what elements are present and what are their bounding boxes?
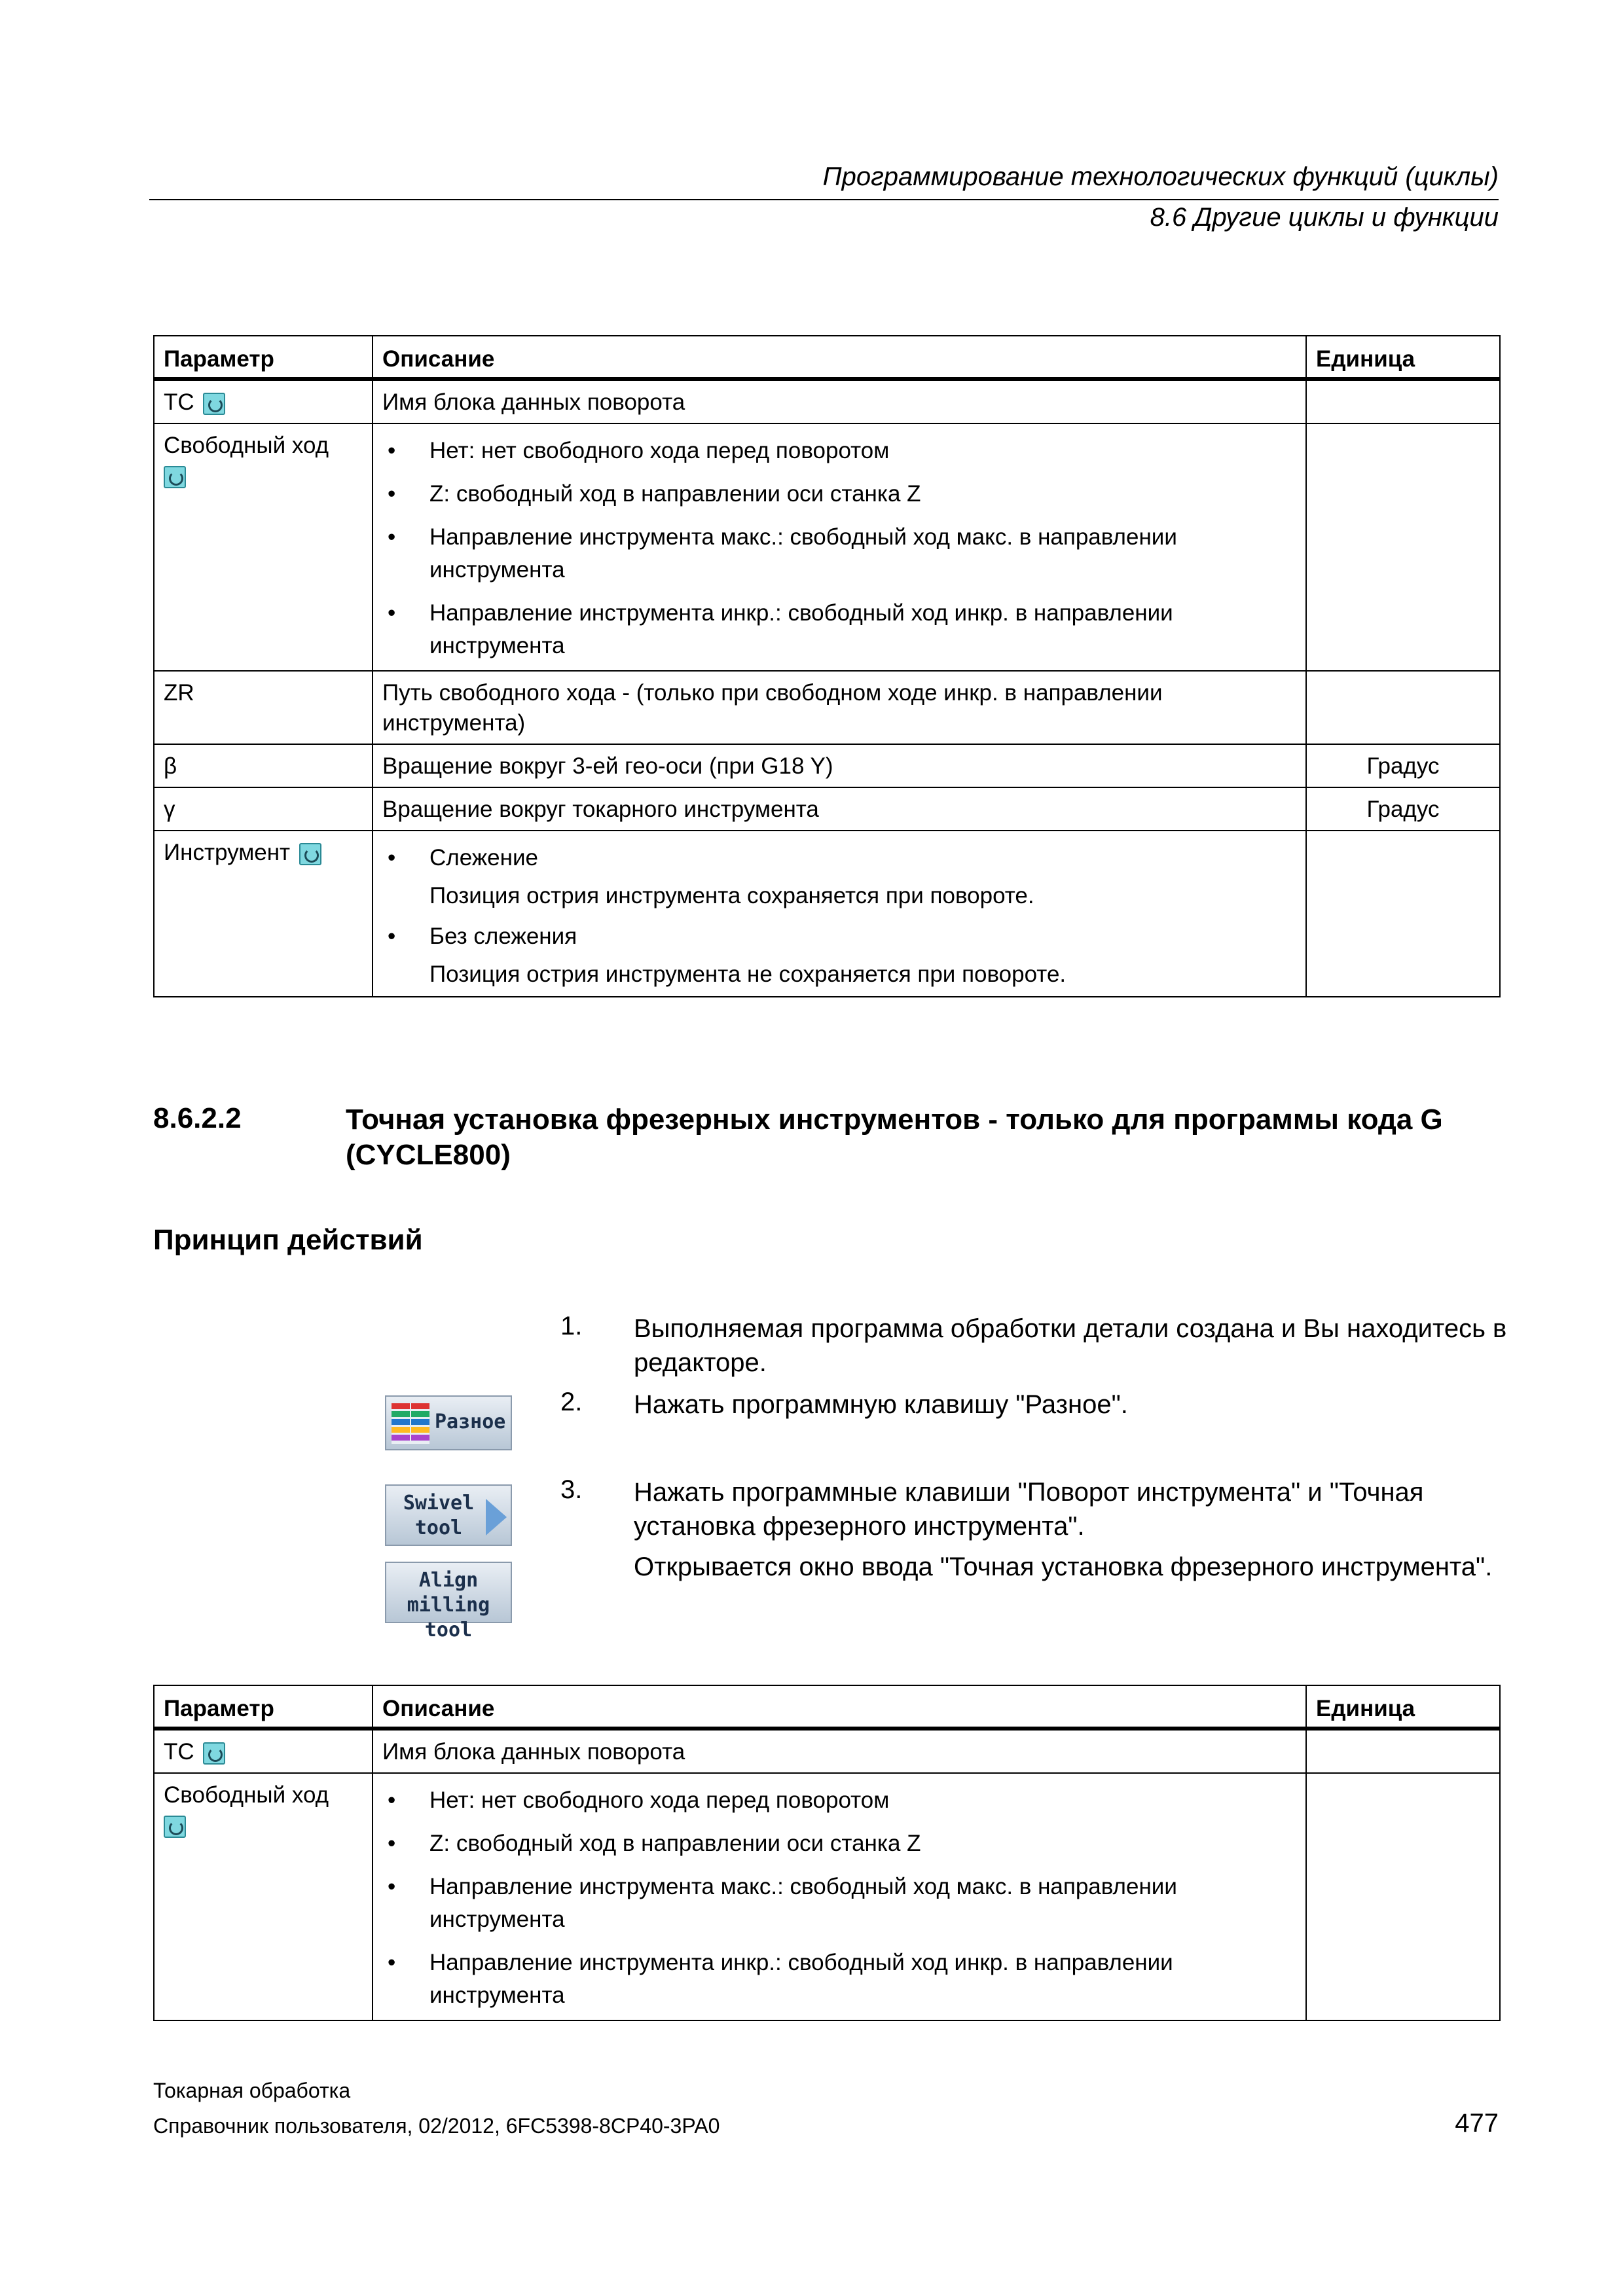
header-rule — [149, 199, 1499, 200]
section-number: 8.6.2.2 — [153, 1102, 242, 1134]
unit-cell — [1306, 379, 1500, 423]
softkey-label: tool — [414, 1516, 463, 1539]
list-item: • Направление инструмента инкр.: свободный ход инкр. в направлении инструмента — [382, 1946, 1296, 2012]
param-name: Свободный ход — [164, 433, 329, 458]
column-header-desc: Описание — [373, 336, 1306, 379]
toggle-select-icon — [164, 1816, 186, 1838]
table-header-row — [154, 336, 1500, 379]
step-number: 1. — [560, 1312, 583, 1340]
step-number: 3. — [560, 1475, 583, 1504]
option-description: Позиция острия инструмента не сохраняется при повороте. — [429, 961, 1067, 987]
table-row — [154, 831, 1500, 997]
param-cell — [154, 423, 373, 671]
unit-cell — [1306, 831, 1500, 997]
softkey-label: Разное — [435, 1410, 506, 1433]
param-name: Свободный ход — [164, 1782, 329, 1808]
table-row — [154, 787, 1500, 831]
param-name: TC — [164, 389, 194, 415]
list-item: • Нет: нет свободного хода перед поворотом — [382, 435, 1296, 467]
table-row — [154, 423, 1500, 671]
softkey-label: milling tool — [407, 1594, 490, 1641]
misc-grid-icon — [392, 1403, 429, 1444]
footer-product: Токарная обработка — [153, 2079, 351, 2102]
align-milling-tool-softkey — [385, 1562, 512, 1641]
swivel-tool-softkey — [385, 1484, 512, 1546]
column-header-param: Параметр — [154, 1685, 373, 1729]
list-item: • Z: свободный ход в направлении оси станка Z — [382, 1827, 1296, 1860]
arrow-right-icon — [486, 1499, 507, 1535]
unit-cell: Градус — [1306, 787, 1500, 831]
param-cell — [154, 1773, 373, 2020]
toggle-select-icon — [203, 393, 225, 415]
column-header-param: Параметр — [154, 336, 373, 379]
unit-cell — [1306, 1729, 1500, 1773]
option-description: Позиция острия инструмента сохраняется при повороте. — [429, 883, 1034, 908]
toggle-select-icon — [299, 843, 321, 865]
list-item: • Нет: нет свободного хода перед поворотом — [382, 1784, 1296, 1817]
unit-cell: Градус — [1306, 744, 1500, 787]
toggle-select-icon — [203, 1742, 225, 1765]
param-cell: β — [154, 744, 373, 787]
subheading: Принцип действий — [153, 1224, 423, 1256]
page-number: 477 — [1455, 2109, 1499, 2138]
desc-cell: Путь свободного хода - (только при свободном ходе инкр. в направлении инструмента) — [373, 671, 1306, 744]
desc-cell — [373, 1773, 1306, 2020]
param-cell: ZR — [154, 671, 373, 744]
column-header-desc: Описание — [373, 1685, 1306, 1729]
column-header-unit: Единица — [1306, 336, 1500, 379]
misc-softkey — [385, 1395, 512, 1450]
softkey-label: Align — [418, 1569, 479, 1592]
param-cell — [154, 831, 373, 997]
param-name: TC — [164, 1739, 194, 1765]
step-number: 2. — [560, 1388, 583, 1416]
desc-cell: Имя блока данных поворота — [373, 1729, 1306, 1773]
param-cell — [154, 379, 373, 423]
desc-cell — [373, 831, 1306, 997]
step-text: Выполняемая программа обработки детали создана и Вы находитесь в редакторе. — [634, 1314, 1507, 1377]
softkey-label: Swivel — [403, 1492, 475, 1515]
table-row — [154, 1773, 1500, 2020]
running-header-section: 8.6 Другие циклы и функции — [1150, 203, 1499, 232]
column-header-unit: Единица — [1306, 1685, 1500, 1729]
table-row — [154, 379, 1500, 423]
toggle-select-icon — [164, 466, 186, 488]
desc-cell: Вращение вокруг токарного инструмента — [373, 787, 1306, 831]
param-cell — [154, 1729, 373, 1773]
list-item: • Z: свободный ход в направлении оси станка Z — [382, 478, 1296, 511]
table-row — [154, 744, 1500, 787]
desc-cell: Имя блока данных поворота — [373, 379, 1306, 423]
unit-cell — [1306, 1773, 1500, 2020]
section-title: Точная установка фрезерных инструментов - только для программы кода G (CYCLE800) — [346, 1103, 1443, 1171]
running-header-chapter: Программирование технологических функций (циклы) — [822, 162, 1499, 191]
param-name: Инструмент — [164, 840, 291, 865]
desc-cell: Вращение вокруг 3-ей гео-оси (при G18 Y) — [373, 744, 1306, 787]
param-cell: γ — [154, 787, 373, 831]
table-header-row — [154, 1685, 1500, 1729]
unit-cell — [1306, 423, 1500, 671]
list-item: • Без слежения — [382, 920, 1296, 953]
step-text: Нажать программную клавишу "Разное". — [634, 1390, 1128, 1419]
list-item: • Направление инструмента инкр.: свободный ход инкр. в направлении инструмента — [382, 597, 1296, 662]
table-row — [154, 671, 1500, 744]
table-row — [154, 1729, 1500, 1773]
desc-cell — [373, 423, 1306, 671]
step-result: Открывается окно ввода "Точная установка фрезерного инструмента". — [634, 1552, 1493, 1581]
list-item: • Слежение — [382, 842, 1296, 874]
parameter-table-1 — [153, 335, 1501, 997]
list-item: • Направление инструмента макс.: свободный ход макс. в направлении инструмента — [382, 521, 1296, 586]
list-item: • Направление инструмента макс.: свободный ход макс. в направлении инструмента — [382, 1871, 1296, 1936]
footer-manual-info: Справочник пользователя, 02/2012, 6FC5398-8CP40-3PA0 — [153, 2114, 720, 2138]
parameter-table-2 — [153, 1685, 1501, 2021]
unit-cell — [1306, 671, 1500, 744]
step-text: Нажать программные клавиши "Поворот инструмента" и "Точная установка фрезерного инструмента". — [634, 1478, 1424, 1541]
